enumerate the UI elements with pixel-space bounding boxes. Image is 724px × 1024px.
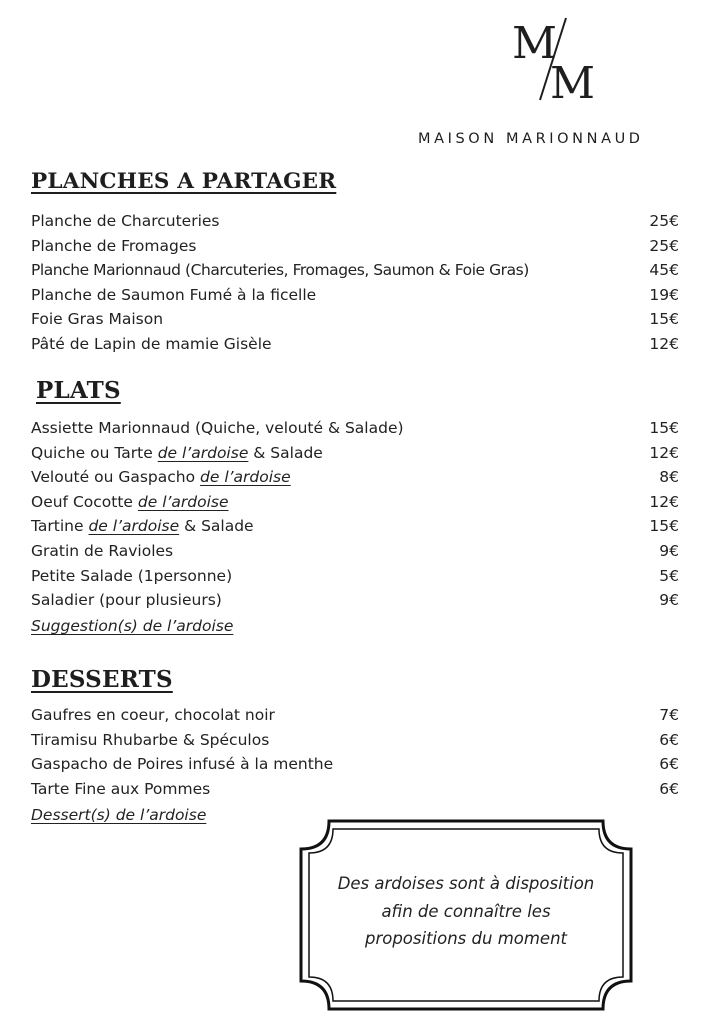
menu-item: Gaspacho de Poires infusé à la menthe 6€	[31, 755, 679, 774]
monogram-logo	[510, 14, 602, 104]
price: 15€	[649, 517, 679, 536]
menu-item: Petite Salade (1personne) 5€	[31, 566, 679, 585]
menu-item: Foie Gras Maison 15€	[31, 310, 679, 329]
monogram-letter-bottom: M	[550, 58, 596, 104]
menu-item: Planche de Saumon Fumé à la ficelle 19€	[31, 285, 679, 304]
menu-item: Saladier (pour plusieurs) 9€	[31, 591, 679, 610]
menu-item: Gratin de Ravioles 9€	[31, 541, 679, 560]
plats-suggestion: Suggestion(s) de l’ardoise	[31, 617, 234, 635]
price: 25€	[649, 236, 679, 255]
menu-item: Pâté de Lapin de mamie Gisèle 12€	[31, 334, 679, 353]
desserts-list	[31, 706, 679, 804]
price: 6€	[659, 779, 679, 798]
menu-item: Gaufres en coeur, chocolat noir 7€	[31, 706, 679, 724]
price: 12€	[649, 443, 679, 462]
menu-item: Quiche ou Tarte de l’ardoise & Salade 12€	[31, 443, 679, 462]
price: 25€	[649, 212, 679, 230]
menu-item: Planche de Fromages 25€	[31, 236, 679, 255]
price: 7€	[659, 706, 679, 724]
notice-text: Des ardoises sont à disposition afin de connaître les propositions du moment	[337, 874, 595, 948]
ardoise-link: de l’ardoise	[137, 492, 229, 511]
price: 6€	[659, 755, 679, 774]
section-title-plats: PLATS	[36, 377, 121, 404]
menu-item: Tiramisu Rhubarbe & Spéculos 6€	[31, 730, 679, 749]
section-title-planches: PLANCHES A PARTAGER	[31, 169, 337, 194]
menu-item: Oeuf Cocotte de l’ardoise 12€	[31, 492, 679, 511]
menu-item: Planche Marionnaud (Charcuteries, Fromages, Saumon & Foie Gras) 45€	[31, 261, 679, 280]
price: 6€	[659, 730, 679, 749]
price: 12€	[649, 334, 679, 353]
price: 12€	[649, 492, 679, 511]
ardoise-link: de l’ardoise	[200, 468, 291, 487]
price: 15€	[649, 419, 679, 437]
brand-name: MAISON MARIONNAUD	[418, 131, 644, 147]
price: 45€	[649, 261, 679, 280]
section-title-desserts: DESSERTS	[31, 666, 173, 693]
price: 8€	[659, 468, 679, 487]
desserts-suggestion: Dessert(s) de l’ardoise	[31, 806, 207, 824]
price: 9€	[659, 591, 679, 610]
price: 15€	[649, 310, 679, 329]
menu-item: Assiette Marionnaud (Quiche, velouté & Salade) 15€	[31, 419, 679, 437]
ardoise-link: de l’ardoise	[88, 517, 180, 536]
plats-list	[31, 419, 679, 616]
menu-item: Tartine de l’ardoise & Salade 15€	[31, 517, 679, 536]
ardoise-link: de l’ardoise	[157, 443, 249, 462]
price: 19€	[649, 285, 679, 304]
menu-item: Tarte Fine aux Pommes 6€	[31, 779, 679, 798]
menu-item: Velouté ou Gaspacho de l’ardoise 8€	[31, 468, 679, 487]
planches-list	[31, 212, 679, 360]
price: 5€	[659, 566, 679, 585]
monogram-letter-top: M	[512, 18, 558, 69]
price: 9€	[659, 541, 679, 560]
menu-item: Planche de Charcuteries 25€	[31, 212, 679, 230]
